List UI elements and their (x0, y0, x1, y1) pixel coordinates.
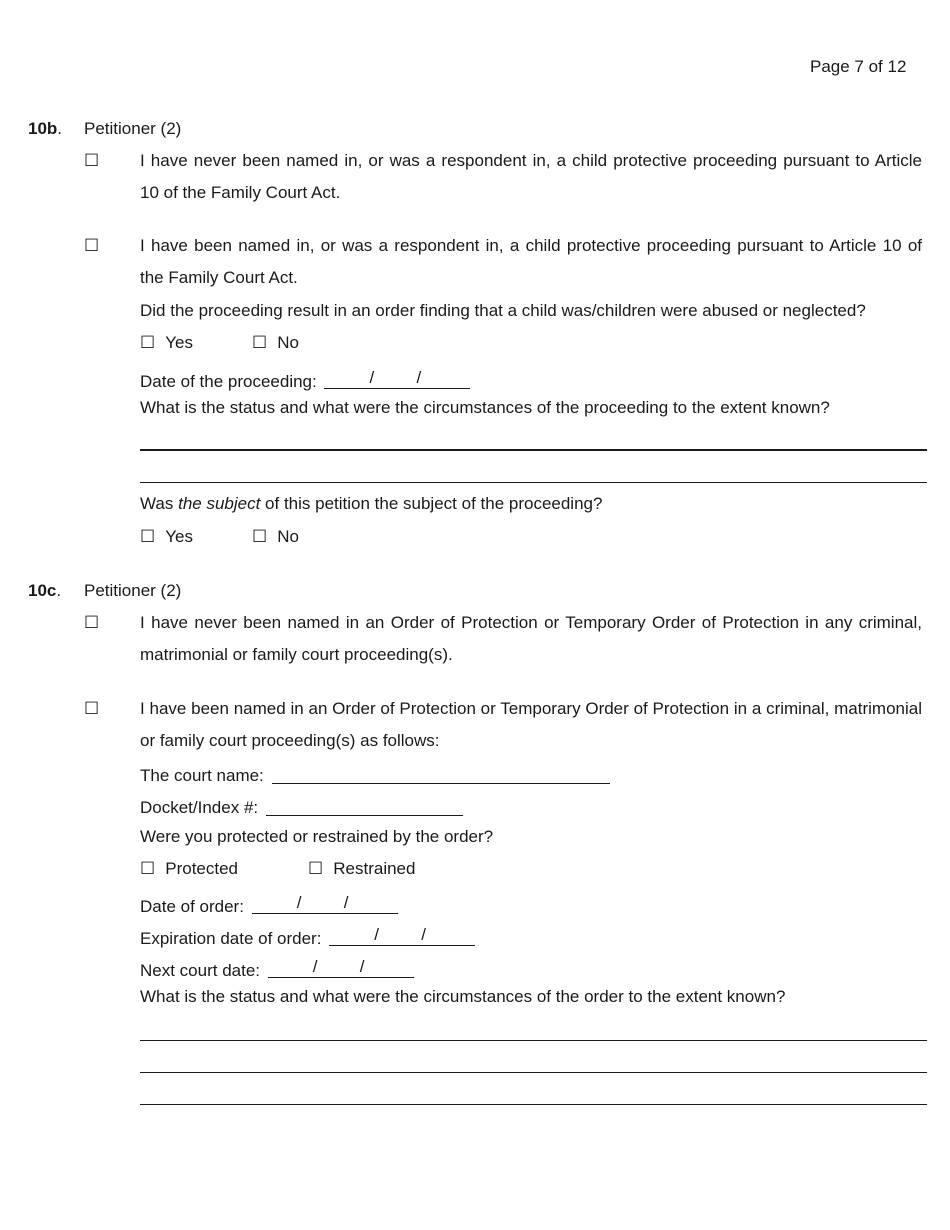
checkbox-10c-named[interactable]: ☐ (84, 699, 100, 718)
option-10c-never-named: I have never been named in an Order of Protection or Temporary Order of Protection in any criminal, matrimonial or family court proceeding(s). (140, 613, 922, 664)
label-no: No (277, 527, 299, 546)
label-court-name: The court name: (140, 766, 264, 785)
checkbox-10b-named[interactable]: ☐ (84, 236, 100, 255)
label-proceeding-date: Date of the proceeding: (140, 372, 317, 391)
checkbox-restrained[interactable]: ☐ (308, 859, 324, 878)
section-10c-number: 10c. (28, 581, 62, 600)
checkbox-10b-subject-yes[interactable]: ☐ (140, 527, 156, 546)
section-10b-number: 10b. (28, 119, 63, 138)
docket-index-field[interactable] (266, 798, 463, 816)
label-yes: Yes (165, 527, 193, 546)
checkbox-10b-result-no[interactable]: ☐ (252, 333, 268, 352)
label-docket: Docket/Index #: (140, 798, 259, 817)
row-10c-court-name (140, 763, 610, 786)
answer-line-10c-status-2[interactable] (140, 1072, 927, 1073)
question-10b-status: What is the status and what were the circumstances of the proceeding to the extent known? (140, 398, 830, 417)
option-10b-never-named: I have never been named in, or was a respondent in, a child protective proceeding pursuant to Article 10 of the Family Court Act. (140, 151, 922, 202)
checkbox-10c-never-named[interactable]: ☐ (84, 613, 100, 632)
section-10b-title: Petitioner (2) (84, 119, 182, 138)
options-10b-abuse-result (140, 333, 299, 353)
checkbox-10b-subject-no[interactable]: ☐ (252, 527, 268, 546)
proceeding-date-field[interactable]: / / (324, 368, 470, 389)
label-protected: Protected (165, 859, 239, 878)
label-order-date: Date of order: (140, 897, 244, 916)
answer-line-10c-status-3[interactable] (140, 1104, 927, 1105)
expiration-date-field[interactable]: / / (329, 925, 475, 946)
options-10c-protected (140, 859, 415, 879)
label-yes: Yes (165, 333, 193, 352)
row-10b-proceeding-date (140, 366, 470, 392)
section-10c-title: Petitioner (2) (84, 581, 182, 600)
question-10c-protected: Were you protected or restrained by the order? (140, 827, 494, 846)
option-10c-named: I have been named in an Order of Protection or Temporary Order of Protection in a criminal, matrimonial or family court proceeding(s) as follows: (140, 699, 922, 750)
row-10c-next-court-date (140, 955, 414, 981)
checkbox-10b-result-yes[interactable]: ☐ (140, 333, 156, 352)
row-10c-order-date (140, 891, 398, 917)
label-restrained: Restrained (333, 859, 416, 878)
label-no: No (277, 333, 299, 352)
next-court-date-field[interactable]: / / (268, 957, 414, 978)
row-10c-expiration-date (140, 923, 475, 949)
answer-line-10b-status-1[interactable] (140, 449, 927, 451)
option-10b-named: I have been named in, or was a respondent in, a child protective proceeding pursuant to Article 10 of the Family Court Act. (140, 236, 922, 287)
options-10b-subject (140, 527, 299, 547)
page-number: Page 7 of 12 (810, 57, 907, 76)
answer-line-10c-status-1[interactable] (140, 1040, 927, 1041)
order-date-field[interactable]: / / (252, 893, 398, 914)
checkbox-10b-never-named[interactable]: ☐ (84, 151, 100, 170)
label-expiration-date: Expiration date of order: (140, 929, 322, 948)
question-10b-abuse-result: Did the proceeding result in an order finding that a child was/children were abused or neglected? (140, 301, 866, 320)
answer-line-10b-status-2[interactable] (140, 482, 927, 483)
question-10c-status: What is the status and what were the circumstances of the order to the extent known? (140, 987, 786, 1006)
checkbox-protected[interactable]: ☐ (140, 859, 156, 878)
label-next-court-date: Next court date: (140, 961, 261, 980)
question-10b-subject: Was the subject of this petition the subject of the proceeding? (140, 494, 603, 513)
row-10c-docket (140, 795, 463, 818)
court-name-field[interactable] (272, 766, 610, 784)
